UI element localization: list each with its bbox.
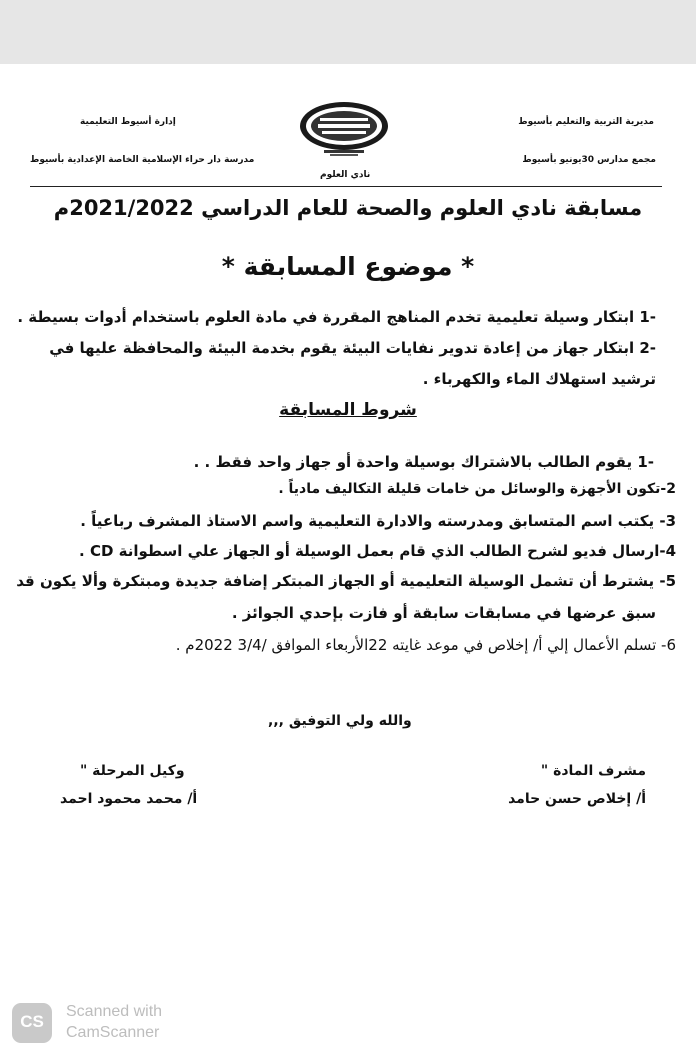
condition-item-5: 5- يشترط أن تشمل الوسيلة التعليمية أو الجهاز المبتكر إضافة جديدة ومبتكرة وألا يكون قد	[16, 572, 676, 590]
condition-item-2: 2-تكون الأجهزة والوسائل من خامات قليلة التكاليف مادياً .	[278, 481, 676, 497]
header-divider	[30, 186, 662, 187]
condition-item-3: 3- يكتب اسم المتسابق ومدرسته والادارة التعليمية واسم الاستاذ المشرف رباعياً .	[80, 512, 676, 530]
header-directorate: مديرية التربية والتعليم بأسيوط	[518, 117, 654, 127]
conditions-heading: شروط المسابقة	[279, 400, 417, 420]
header-administration: إدارة أسيوط التعليمية	[80, 117, 176, 127]
watermark-line-2: CamScanner	[66, 1024, 160, 1041]
condition-item-6: 6- تسلم الأعمال إلي أ/ إخلاص في موعد غايته 22الأربعاء الموافق /3/4 2022م .	[175, 636, 676, 654]
stage-deputy-name: أ/ محمد محمود احمد	[60, 791, 198, 807]
header-school-complex: مجمع مدارس 30يونيو بأسيوط	[522, 155, 656, 165]
topic-item-1: -1 ابتكار وسيلة تعليمية تخدم المناهج المقررة في مادة العلوم باستخدام أدوات بسيطة .	[17, 308, 656, 326]
school-emblem	[296, 98, 392, 158]
topic-item-2-continued: ترشيد استهلاك الماء والكهرباء .	[422, 370, 656, 388]
scan-top-shadow	[0, 0, 696, 64]
closing-phrase: والله ولي التوفيق ,,,	[268, 713, 412, 729]
subject-heading: * موضوع المسابقة *	[221, 252, 475, 281]
topic-item-2: -2 ابتكار جهاز من إعادة تدوير نفايات البيئة يقوم بخدمة البيئة والمحافظة عليها في	[49, 339, 656, 357]
subject-supervisor-title: مشرف المادة "	[540, 763, 646, 779]
science-club-caption: نادي العلوم	[320, 170, 371, 180]
condition-item-4: 4-ارسال فديو لشرح الطالب الذي قام بعمل الوسيلة أو الجهاز علي اسطوانة CD .	[79, 542, 676, 560]
condition-item-5-continued: سبق عرضها في مسابقات سابقة أو فازت بإحدي الجوائز .	[231, 604, 656, 622]
stage-deputy-title: وكيل المرحلة "	[80, 763, 185, 779]
subject-supervisor-name: أ/ إخلاص حسن حامد	[508, 791, 646, 807]
document-title: مسابقة نادي العلوم والصحة للعام الدراسي 2021/2022م	[53, 196, 643, 220]
header-school-name: مدرسة دار حراء الإسلامية الخاصة الإعدادية بأسيوط	[30, 155, 255, 165]
camscanner-logo-icon: CS	[12, 1003, 52, 1043]
watermark-line-1: Scanned with	[66, 1003, 163, 1020]
condition-item-1: -1 يقوم الطالب بالاشتراك بوسيلة واحدة أو جهاز واحد فقط . .	[193, 453, 654, 471]
